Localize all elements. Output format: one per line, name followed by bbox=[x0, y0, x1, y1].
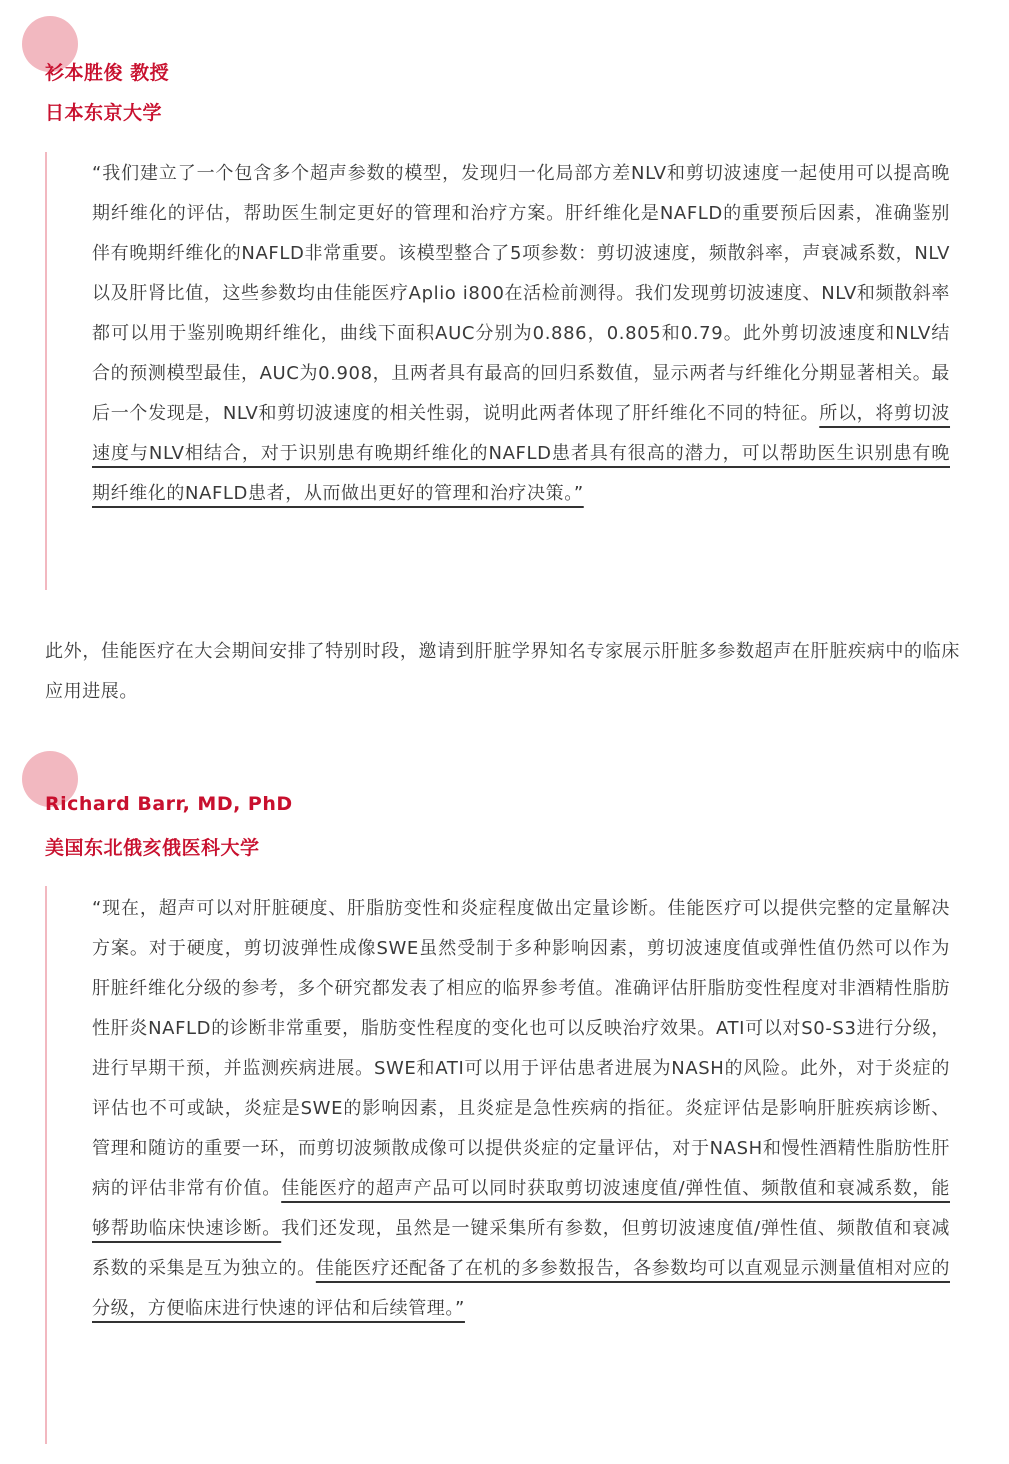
speaker-name-1: 衫本胜俊 教授 bbox=[45, 62, 170, 84]
quote-plain-2a: “现在，超声可以对肝脏硬度、肝脂肪变性和炎症程度做出定量诊断。佳能医疗可以提供完整的定量解决方案。对于硬度，剪切波弹性成像SWE虽然受制于多种影响因素，剪切波速度值或弹性值仍然可以作为肝脏纤维化分级的参考，多个研究都发表了相应的临界参考值。准确评估肝脂肪变性程度对非酒精性脂肪性肝炎NAFLD的诊断非常重要，脂肪变性程度的变化也可以反映治疗效果。ATI可以对S0-S3进行分级，进行早期干预，并监测疾病进展。SWE和ATI可以用于评估患者进展为NASH的风险。此外，对于炎症的评估也不可或缺，炎症是SWE的影响因素，且炎症是急性疾病的指征。炎症评估是影响肝脏疾病诊断、管理和随访的重要一环，而剪切波频散成像可以提供炎症的定量评估，对于NASH和慢性酒精性脂肪性肝病的评估非常有价值。 bbox=[92, 898, 950, 1199]
speaker-name-2: Richard Barr, MD, PhD bbox=[45, 793, 293, 815]
speaker-org-1: 日本东京大学 bbox=[45, 102, 163, 124]
quote-text-2 bbox=[92, 889, 950, 1329]
quote-block-2 bbox=[45, 886, 950, 1444]
quote-highlight-1: 所以，将剪切波速度与NLV相结合，对于识别患有晚期纤维化的NAFLD患者具有很高的潜力，可以帮助医生识别患有晚期纤维化的NAFLD患者，从而做出更好的管理和治疗决策。” bbox=[92, 403, 951, 504]
quote-highlight-2a: 佳能医疗的超声产品可以同时获取剪切波速度值/弹性值、频散值和衰减系数，能够帮助临床快速诊断。 bbox=[92, 1178, 950, 1239]
quote-block-1 bbox=[45, 152, 950, 590]
speaker-org-2: 美国东北俄亥俄医科大学 bbox=[45, 837, 260, 859]
body-paragraph: 此外，佳能医疗在大会期间安排了特别时段，邀请到肝脏学界知名专家展示肝脏多参数超声在肝脏疾病中的临床应用进展。 bbox=[45, 641, 960, 702]
quote-text-1 bbox=[92, 154, 950, 514]
quote-highlight-2b: 佳能医疗还配备了在机的多参数报告，各参数均可以直观显示测量值相对应的分级，方便临床进行快速的评估和后续管理。” bbox=[92, 1258, 950, 1319]
quote-plain-2b: 我们还发现，虽然是一键采集所有参数，但剪切波速度值/弹性值、频散值和衰减系数的采集是互为独立的。 bbox=[92, 1218, 950, 1279]
quote-plain-1: “我们建立了一个包含多个超声参数的模型，发现归一化局部方差NLV和剪切波速度一起使用可以提高晚期纤维化的评估，帮助医生制定更好的管理和治疗方案。肝纤维化是NAFLD的重要预后因素，准确鉴别伴有晚期纤维化的NAFLD非常重要。该模型整合了5项参数：剪切波速度，频散斜率，声衰减系数，NLV以及肝肾比值，这些参数均由佳能医疗Aplio i800在活检前测得。我们发现剪切波速度、NLV和频散斜率都可以用于鉴别晚期纤维化，曲线下面积AUC分别为0.886，0.805和0.79。此外剪切波速度和NLV结合的预测模型最佳，AUC为0.908，且两者具有最高的回归系数值，显示两者与纤维化分期显著相关。最后一个发现是，NLV和剪切波速度的相关性弱，说明此两者体现了肝纤维化不同的特征。 bbox=[92, 163, 950, 424]
